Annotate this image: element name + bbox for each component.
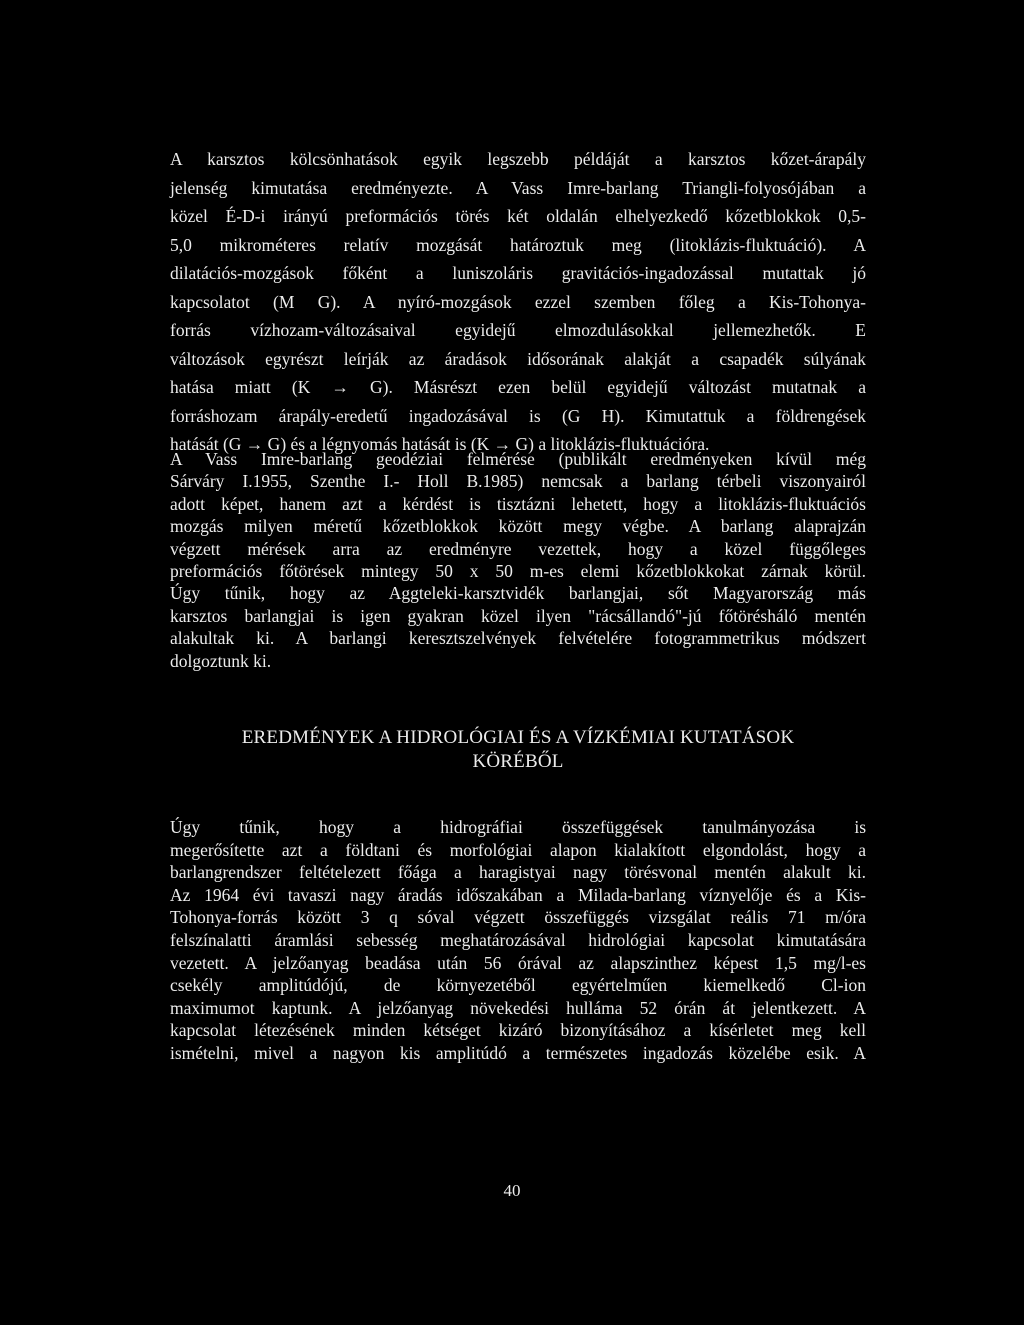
text-line: vezetett. A jelzőanyag beadása után 56 órával az alapszinthez képest 1,5 mg/l-es	[170, 952, 866, 973]
text-line: barlangrendszer feltételezett főága a haragistyai nagy törésvonal mentén alakult ki.	[170, 862, 866, 883]
paragraph-karst-tides	[170, 145, 866, 459]
text-line: végzett mérések arra az eredményre vezettek, hogy a közel függőleges	[170, 538, 866, 559]
text-line: karsztos barlangjai is igen gyakran közel ilyen "rácsállandó"-jú főtörésháló mentén	[170, 605, 866, 626]
text-line: maximumot kaptunk. A jelzőanyag növekedési hulláma 52 órán át jelentkezett. A	[170, 997, 866, 1018]
text-line: dolgoztunk ki.	[170, 650, 272, 671]
text-line: Úgy tűnik, hogy az Aggteleki-karsztvidék barlangjai, sőt Magyarország más	[170, 583, 866, 604]
paragraph-geodetic-survey	[170, 448, 866, 672]
text-line: csekély amplitúdójú, de környezetéből egyértelműen kiemelkedő Cl-ion	[170, 975, 866, 996]
page-number: 40	[503, 1181, 521, 1200]
text-line: Tohonya-forrás között 3 q sóval végzett összefüggés vizsgálat reális 71 m/óra	[170, 907, 866, 928]
text-line: 5,0 mikrométeres relatív mozgását határoztuk meg (litoklázis-fluktuáció). A	[170, 234, 866, 255]
paragraph-hydrology	[170, 816, 866, 1065]
text-line: kapcsolat létezésének minden kétséget kizáró bizonyításához a kísérletet meg kell	[170, 1020, 866, 1041]
text-line: jelenség kimutatása eredményezte. A Vass Imre-barlang Triangli-folyosójában a	[170, 177, 866, 198]
text-line: alakultak ki. A barlangi keresztszelvények felvételére fotogrammetrikus módszert	[170, 628, 866, 649]
text-line: közel É-D-i irányú preformációs törés két oldalán elhelyezkedő kőzetblokkok 0,5-	[170, 206, 866, 226]
text-line: A Vass Imre-barlang geodéziai felmérése (publikált eredményeken kívül még	[170, 449, 866, 469]
text-line: forráshozam árapály-eredetű ingadozásával is (G H). Kimutattuk a földrengések	[170, 405, 866, 426]
text-line: megerősítette azt a földtani és morfológiai alapon kialakított elgondolást, hogy a	[170, 839, 866, 860]
text-line: preformációs főtörések mintegy 50 x 50 m-es elemi kőzetblokkokat zárnak körül.	[170, 561, 866, 582]
text-line: adott képet, hanem azt a kérdést is tisztázni lehetett, hogy a litoklázis-fluktuációs	[170, 493, 866, 514]
text-line: hatása miatt (K → G). Másrészt ezen belül egyidejű változást mutatnak a	[170, 377, 866, 397]
text-line: kapcsolatot (M G). A nyíró-mozgások ezzel szemben főleg a Kis-Tohonya-	[170, 291, 866, 312]
text-line: Sárváry I.1955, Szenthe I.- Holl B.1985) nemcsak a barlang térbeli viszonyairól	[170, 471, 866, 492]
section-heading-line: EREDMÉNYEK A HIDROLÓGIAI ÉS A VÍZKÉMIAI KUTATÁSOK	[241, 727, 795, 748]
text-line: A karsztos kölcsönhatások egyik legszebb példáját a karsztos kőzet-árapály	[170, 149, 866, 169]
text-line: Az 1964 évi tavaszi nagy áradás időszakában a Milada-barlang víznyelője és a Kis-	[170, 884, 866, 905]
text-line: felszínalatti áramlási sebesség meghatározásával hidrológiai kapcsolat kimutatására	[170, 929, 866, 950]
section-heading	[170, 726, 866, 774]
text-line: forrás vízhozam-változásaival egyidejű elmozdulásokkal jellemezhetők. E	[170, 320, 866, 340]
section-heading-line: KÖRÉBŐL	[472, 751, 564, 772]
text-line: ismételni, mivel a nagyon kis amplitúdó a természetes ingadozás közelébe esik. A	[170, 1042, 866, 1063]
text-line: dilatációs-mozgások főként a luniszoláris gravitációs-ingadozással mutattak jó	[170, 263, 866, 283]
text-line: változások egyrészt leírják az áradások idősorának alakját a csapadék súlyának	[170, 348, 866, 369]
text-line: Úgy tűnik, hogy a hidrográfiai összefüggések tanulmányozása is	[170, 817, 866, 837]
text-line: mozgás milyen méretű kőzetblokkok között megy végbe. A barlang alaprajzán	[170, 516, 866, 537]
text-line: hatását (G → G) és a légnyomás hatását is (K → G) a litoklázis-fluktuációra.	[170, 434, 710, 454]
